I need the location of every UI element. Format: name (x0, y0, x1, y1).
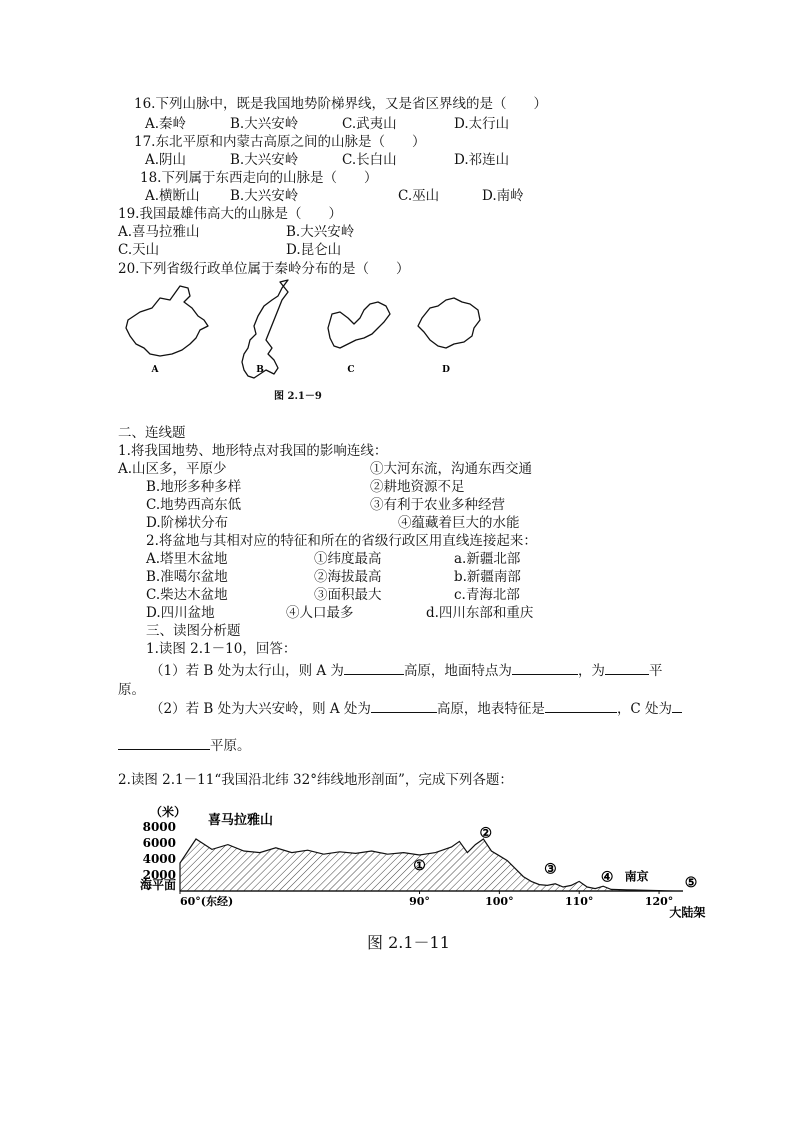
matching-q2-basin-c: C.柴达木盆地 (146, 587, 228, 603)
analysis-q1-part2-text-a: （2）若 B 处为大兴安岭，则 A 处为 (150, 701, 371, 717)
analysis-q1-part1-text-a: （1）若 B 处为太行山，则 A 为 (150, 663, 344, 679)
matching-q2-region-a: a.新疆北部 (454, 551, 521, 567)
analysis-q1-part2-text-d: 平原。 (210, 738, 251, 754)
matching-q1-left-c: C.地势西高东低 (146, 497, 242, 513)
q16-option-d: D.太行山 (454, 116, 510, 132)
province-shape-b (242, 280, 288, 378)
matching-q2-basin-b: B.准噶尔盆地 (146, 569, 228, 585)
province-label-c: C (347, 365, 355, 375)
analysis-q1-part2-text-b: 高原，地表特征是 (436, 701, 545, 717)
profile-annotation-0: 喜马拉雅山 (207, 812, 273, 828)
answer-blank-c-start[interactable] (672, 699, 682, 713)
matching-q1-left-b: B.地形多种多样 (146, 479, 242, 495)
matching-q2-basin-d: D.四川盆地 (146, 605, 215, 621)
y-tick-label-4000: 4000 (142, 852, 176, 866)
q16-stem: 16.下列山脉中，既是我国地势阶梯界线，又是省区界线的是（ ） (134, 96, 547, 112)
profile-annotation-5: 南京 (624, 869, 649, 884)
q18-option-d: D.南岭 (482, 188, 524, 204)
y-tick-label-sea-level: 海平面 (139, 878, 176, 892)
matching-q2-region-c: c.青海北部 (454, 587, 520, 603)
matching-q2-region-d: d.四川东部和重庆 (426, 605, 534, 621)
q19-stem: 19.我国最雄伟高大的山脉是（ ） (118, 206, 342, 222)
matching-q2-feature-1: ①纬度最高 (314, 551, 382, 567)
matching-q2-feature-3: ③面积最大 (314, 587, 382, 603)
profile-annotation-4: ④ (600, 869, 614, 886)
x-tick-label-110: 110° (564, 895, 594, 908)
province-outlines-figure (118, 278, 498, 402)
answer-blank-plain-2[interactable] (118, 736, 210, 750)
analysis-q1-part1-text-d: 平 (648, 663, 663, 679)
matching-q2-feature-2: ②海拔最高 (314, 569, 382, 585)
q18-stem: 18.下列属于东西走向的山脉是（ ） (140, 170, 378, 186)
province-shape-a (126, 286, 208, 356)
profile-annotation-2: ② (479, 825, 493, 842)
q16-option-c: C.武夷山 (342, 116, 397, 132)
province-shape-d (418, 298, 480, 348)
answer-blank-plateau-2[interactable] (371, 699, 437, 713)
figure-2-1-9-caption: 图 2.1－9 (274, 391, 322, 402)
province-label-a: A (151, 365, 159, 375)
q19-option-d: D.昆仑山 (286, 242, 342, 258)
province-label-d: D (442, 365, 450, 375)
analysis-q1-part2-wrap (118, 736, 251, 754)
matching-q1-right-3: ③有利于农业多种经营 (370, 497, 505, 513)
analysis-q2-stem: 2.读图 2.1－11“我国沿北纬 32°纬线地形剖面”，完成下列各题： (118, 772, 513, 788)
answer-blank-surface-feature-2[interactable] (545, 699, 617, 713)
matching-q2-region-b: b.新疆南部 (454, 569, 521, 585)
analysis-q1-part1-line (150, 661, 662, 679)
y-tick-label-6000: 6000 (142, 836, 176, 850)
figure-2-1-11-caption: 图 2.1－11 (367, 933, 450, 952)
q19-option-a: A.喜马拉雅山 (118, 224, 200, 240)
y-tick-label-8000: 8000 (142, 820, 176, 834)
matching-q1-stem: 1.将我国地势、地形特点对我国的影响连线： (118, 443, 388, 459)
x-tick-label-60: 60°(东经) (180, 895, 234, 908)
matching-q1-left-a: A.山区多，平原少 (118, 461, 227, 477)
matching-q2-basin-a: A.塔里木盆地 (146, 551, 228, 567)
y-tick-label-2000: 2000 (142, 868, 176, 882)
q20-stem: 20.下列省级行政单位属于秦岭分布的是（ ） (118, 261, 410, 277)
y-axis-unit-label: （米） (150, 805, 187, 819)
profile-annotation-3: ③ (544, 861, 557, 878)
x-tick-label-90: 90° (409, 895, 430, 908)
analysis-q1-part2-line (150, 699, 682, 717)
section-2-title: 二、连线题 (118, 425, 186, 441)
matching-q2-stem: 2.将盆地与其相对应的特征和所在的省级行政区用直线连接起来： (146, 533, 537, 549)
q18-option-c: C.巫山 (398, 188, 440, 204)
q16-option-b: B.大兴安岭 (230, 116, 299, 132)
terrain-profile-chart (118, 790, 706, 920)
q17-option-b: B.大兴安岭 (230, 152, 299, 168)
answer-blank-plain-1[interactable] (605, 661, 649, 675)
profile-annotation-7: 大陆架 (669, 905, 706, 920)
matching-q2-feature-4: ④人口最多 (286, 605, 354, 621)
profile-annotation-6: ⑤ (684, 875, 698, 891)
q16-option-a: A.秦岭 (145, 116, 187, 132)
section-3-title: 三、读图分析题 (146, 623, 241, 639)
q17-option-c: C.长白山 (342, 152, 397, 168)
q17-stem: 17.东北平原和内蒙古高原之间的山脉是（ ） (134, 134, 426, 150)
x-tick-label-100: 100° (485, 895, 514, 908)
q18-option-b: B.大兴安岭 (230, 188, 299, 204)
analysis-q1-stem: 1.读图 2.1－10，回答： (146, 641, 297, 657)
analysis-q1-part2-text-c: ，C 处为 (616, 701, 673, 717)
province-shape-c (328, 302, 390, 348)
matching-q1-right-4: ④蕴藏着巨大的水能 (398, 515, 520, 531)
analysis-q1-part1-wrap: 原。 (118, 682, 145, 698)
province-label-b: B (256, 365, 264, 375)
q18-option-a: A.横断山 (145, 188, 200, 204)
analysis-q1-part1-text-c: ，为 (577, 663, 605, 679)
q17-option-d: D.祁连山 (454, 152, 510, 168)
answer-blank-plateau-1[interactable] (344, 661, 404, 675)
answer-blank-surface-feature-1[interactable] (512, 661, 578, 675)
analysis-q1-part1-text-b: 高原，地面特点为 (403, 663, 512, 679)
q17-option-a: A.阴山 (145, 152, 187, 168)
profile-annotation-1: ① (413, 858, 426, 875)
matching-q1-right-1: ①大河东流，沟通东西交通 (370, 461, 532, 477)
q19-option-c: C.天山 (118, 242, 160, 258)
matching-q1-right-2: ②耕地资源不足 (370, 479, 465, 495)
q19-option-b: B.大兴安岭 (286, 224, 355, 240)
matching-q1-left-d: D.阶梯状分布 (146, 515, 229, 531)
x-tick-label-120: 120° (644, 895, 674, 908)
